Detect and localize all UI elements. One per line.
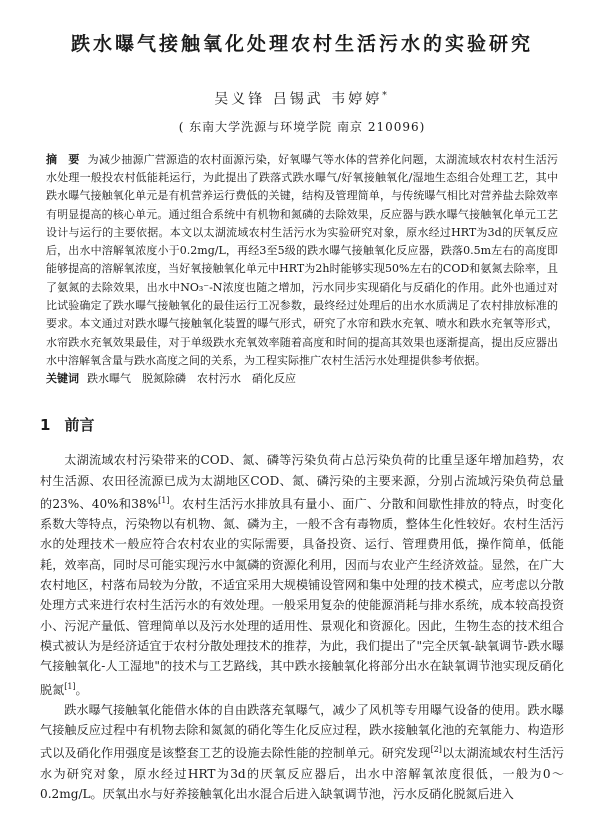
- p1-text-a: 太湖流域农村污染带来的COD、氮、磷等污染负荷占总污染负荷的比重呈逐年增加趋势，农村生活源、农田径流源已成为太湖地区COD、氮、磷污染的主要来源，分别占流域污染负荷总量的23%、40%和38%: [40, 453, 564, 511]
- keywords-text: 跌水曝气 脱氮除磷 农村污水 硝化反应: [87, 372, 296, 386]
- p1-text-b: 。农村生活污水排放具有量小、面广、分散和间歇性排放的特点，时变化系数大等特点，污染物以有机物、氮、磷为主，一般不含有毒物质，整体生化性较好。农村生活污水的处理技术一般应符合农村农业的实际需要，具备投资、运行、管理费用低，操作简单，低能耗，效率高，同时尽可能实现污水中氮磷的资源化利用，因而与农业产生经济效益。显然，在广大农村地区，村落布局较为分散，不适宜采用大规模铺设管网和集中处理的技术模式，应考虑以分散处理方式来进行农村生活污水的有效处理。一般采用复杂的使能源消耗与排水系统，成本较高投资小、污泥产量低、管理简单以及污水处理的适用性、景观化和资源化。因此，生物生态的技术组合模式被认为是经济适宜于农村分散处理技术的推荐，为此，我们提出了"完全厌氧-缺氧调节-跌水曝气接触氧化-人工湿地"的技术与工艺路线，其中跌水接触氧化将部分出水在缺氧调节池实现反硝化脱氮: [40, 496, 564, 697]
- abstract: [40, 151, 564, 371]
- p2-text-a: 跌水曝气接触氧化能借水体的自由跌落充氧曝气，减少了风机等专用曝气设备的使用。跌水曝气接触反应过程中有机物去除和氮氮的硝化等生化反应过程，跌水接触氧化池的充氧能力、构造形式以及硝化作用强度是该整套工艺的设施去除性能的控制单元。研究发现: [40, 702, 564, 761]
- section-heading: [40, 415, 564, 435]
- author-footnote-mark: *: [382, 91, 390, 101]
- keywords-label: 关键词: [46, 372, 79, 386]
- paragraph-2: [40, 700, 564, 805]
- abstract-label: 摘 要: [46, 152, 80, 166]
- citation-ref: [2]: [430, 745, 442, 755]
- affiliation: ( 东南大学洗源与环境学院 南京 210096): [178, 119, 426, 134]
- body-text: [40, 450, 564, 804]
- citation-ref: [1]: [158, 495, 170, 505]
- p1-text-end: 。: [75, 682, 88, 697]
- section-title: 前言: [64, 416, 95, 435]
- citation-ref: [1]: [64, 681, 76, 691]
- abstract-text: 为减少抽源广营源造的农村面源污染，好氧曝气等水体的营养化问题，太湖流域农村农村生活污水处理一般投农村低能耗运行，为此提出了跌落式跌水曝气/好氧接触氧化/湿地生态组合处理工艺，其中跌水曝气接触氧化单元是有机营养运行费低的关键，结构及管理简单，与传统曝气相比对营养盐去除效率有明显提高的核心单元。通过组合系统中有机物和氮磷的去除效果，反应器与跌水曝气接触氧化单元工艺设计与运行的主要依据。本文以太湖流域农村生活污水为实验研究对象，原水经过HRT为3d的厌氧反应后，出水中溶解氧浓度小于0.2mg/L，再经3至5级的跌水曝气接触氧化反应器，跌落0.5m左右的高度即能够提高的溶解氧浓度，当好氧接触氧化单元中HRT为2h时能够实现50%左右的COD和氨氮去除率，且了氨氮的去除效果，出水中NO₃⁻-N浓度也随之增加，污水同步实现硝化与反硝化的作用。此外也通过对比试验确定了跌水曝气接触氧化的最佳运行工况参数，最终经过处理后的出水水质满足了农村排放标准的要求。本文通过对跌水曝气接触氧化装置的曝气形式，研究了水帘和跌水充氧、喷水和跌水充氧等形式，水帘跌水充氧效果最佳，对于单级跌水充氧效率随着高度和时间的提高其效果也逐渐提高，提出反应器出水中溶解氧含量与跌水高度之间的关系，为工程实际推广农村生活污水处理提供参考依据。: [46, 152, 559, 367]
- p2-text-b: 以太湖流域农村生活污水为研究对象，原水经过HRT为3d的厌氧反应器后，出水中溶解氧浓度很低，一般为0～0.2mg/L。厌氧出水与好养接触氧化出水混合后进入缺氧调节池，污水反硝化脱氮后进入: [40, 746, 564, 802]
- author-names: 吴义锋 吕锡武 韦婷婷: [214, 91, 383, 108]
- paper-title: 跌水曝气接触氧化处理农村生活污水的实验研究: [70, 33, 533, 55]
- paragraph-1: [40, 450, 564, 700]
- author-line: [40, 87, 564, 109]
- section-number: 1: [40, 416, 51, 435]
- keywords: [40, 370, 564, 388]
